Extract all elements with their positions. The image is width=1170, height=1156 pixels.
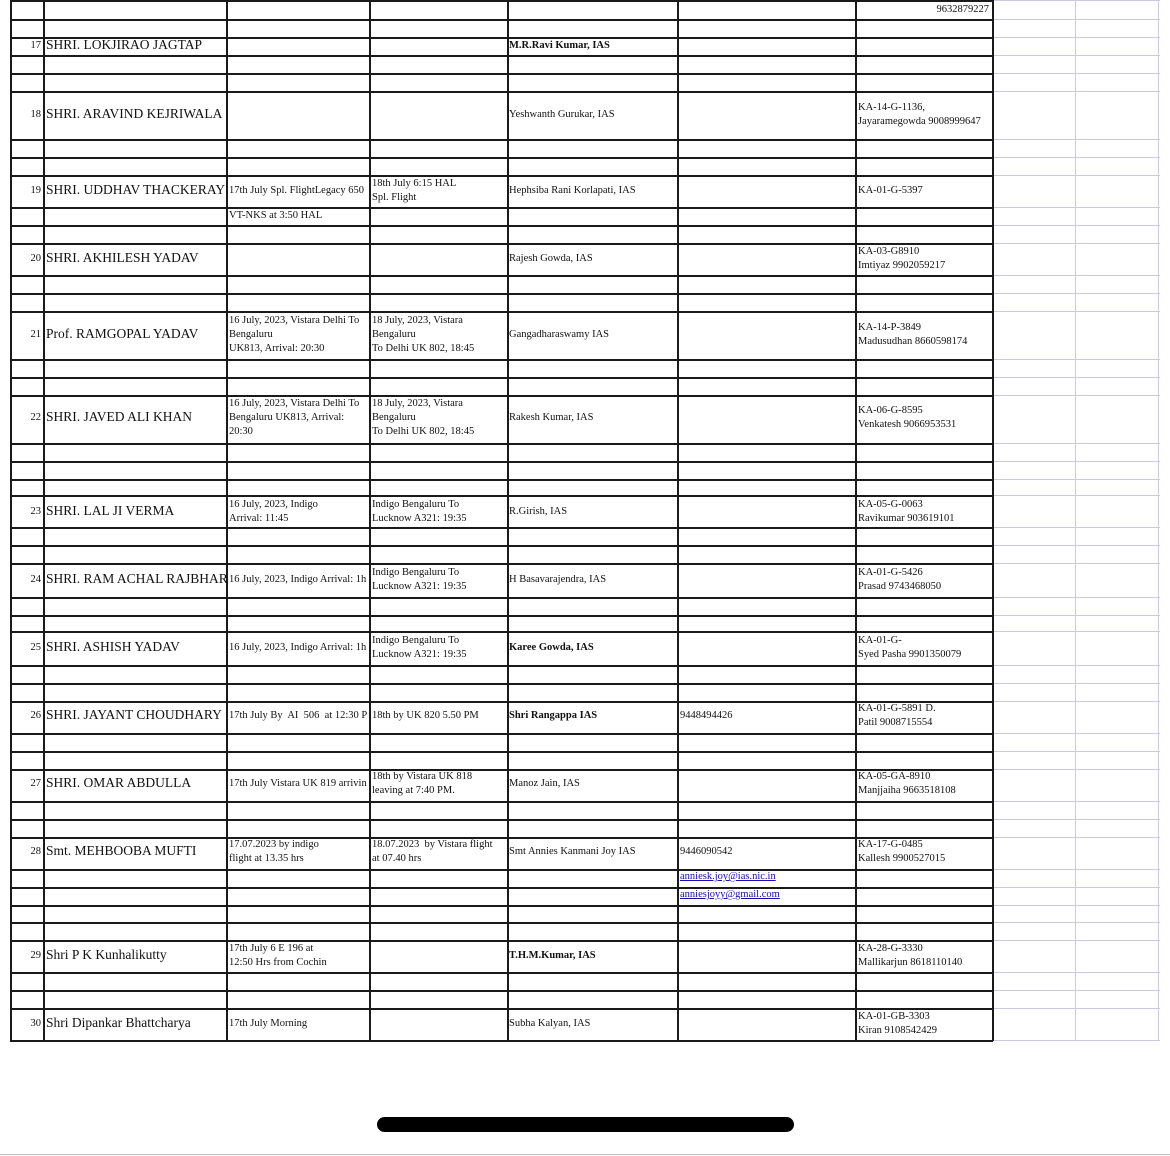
grid-row-line <box>10 545 993 547</box>
guest-name: SHRI. JAVED ALI KHAN <box>46 409 193 424</box>
liaison-officer: M.R.Ravi Kumar, IAS <box>509 40 610 51</box>
vehicle-driver: KA-01-GB-3303 Kiran 9108542429 <box>858 1011 938 1036</box>
grid-light-line <box>993 377 1160 378</box>
grid-light-line <box>993 665 1160 666</box>
grid-row-line <box>10 751 993 753</box>
grid-row-line <box>10 139 993 141</box>
row-number: 21 <box>30 329 41 340</box>
grid-row-line <box>10 311 993 313</box>
grid-light-line <box>993 905 1160 906</box>
contact-phone: 9446090542 <box>680 846 733 857</box>
grid-light-column <box>1158 0 1159 1041</box>
grid-row-line <box>10 922 993 924</box>
vehicle-driver: KA-03-G8910 Imtiyaz 9902059217 <box>858 246 946 271</box>
row-number: 29 <box>30 950 41 961</box>
vehicle-driver: KA-14-P-3849 Madusudhan 8660598174 <box>858 322 968 347</box>
grid-light-line <box>993 37 1160 38</box>
grid-row-line <box>10 683 993 685</box>
arrival-details: VT-NKS at 3:50 HAL <box>229 210 323 221</box>
arrival-details: 17th July Spl. FlightLegacy 650 <box>229 185 365 196</box>
liaison-officer: R.Girish, IAS <box>509 506 568 517</box>
liaison-officer: Hephsiba Rani Korlapati, IAS <box>509 185 636 196</box>
departure-details: Indigo Bengaluru To Lucknow A321: 19:35 <box>372 635 467 660</box>
grid-light-line <box>993 55 1160 56</box>
arrival-details: 17th July By AI 506 at 12:30 P <box>229 710 368 721</box>
row-number: 27 <box>30 778 41 789</box>
grid-light-column <box>1075 0 1076 1041</box>
grid-light-line <box>993 597 1160 598</box>
liaison-officer: Shri Rangappa IAS <box>509 710 598 721</box>
grid-column-line <box>855 0 857 1041</box>
vehicle-driver: KA-01-G-5397 <box>858 185 923 196</box>
liaison-officer: Manoz Jain, IAS <box>509 778 580 789</box>
grid-light-line <box>993 940 1160 941</box>
grid-row-line <box>10 615 993 617</box>
guest-name: SHRI. ARAVIND KEJRIWALA <box>46 106 223 121</box>
grid-row-line <box>10 972 993 974</box>
grid-column-line <box>369 0 371 1041</box>
grid-light-line <box>993 733 1160 734</box>
grid-row-line <box>10 1040 993 1042</box>
liaison-officer: T.H.M.Kumar, IAS <box>509 950 596 961</box>
arrival-details: 17th July Morning <box>229 1018 308 1029</box>
row-number: 24 <box>30 574 41 585</box>
row-number: 19 <box>30 185 41 196</box>
vehicle-driver: KA-01-G-5891 D. Patil 9008715554 <box>858 703 936 728</box>
grid-row-line <box>10 495 993 497</box>
grid-row-line <box>10 157 993 159</box>
departure-details: 18 July, 2023, Vistara Bengaluru To Delhi UK 802, 18:45 <box>372 398 475 437</box>
grid-light-line <box>993 479 1160 480</box>
grid-row-line <box>10 665 993 667</box>
grid-light-line <box>993 683 1160 684</box>
guest-name: SHRI. LAL JI VERMA <box>46 503 175 518</box>
vehicle-driver: KA-01-G- Syed Pasha 9901350079 <box>858 635 962 660</box>
grid-light-line <box>993 769 1160 770</box>
grid-row-line <box>10 801 993 803</box>
grid-row-line <box>10 733 993 735</box>
grid-light-line <box>993 837 1160 838</box>
grid-row-line <box>10 19 993 21</box>
grid-light-line <box>993 615 1160 616</box>
grid-row-line <box>10 359 993 361</box>
grid-light-line <box>993 0 1160 1</box>
grid-row-line <box>10 1008 993 1010</box>
vehicle-driver: KA-14-G-1136, Jayaramegowda 9008999647 <box>858 102 981 127</box>
row-number: 18 <box>30 109 41 120</box>
contact-phone: 9632879227 <box>936 4 989 15</box>
grid-light-line <box>993 461 1160 462</box>
vehicle-driver: KA-05-GA-8910 Manjjaiha 9663518108 <box>858 771 956 796</box>
grid-light-line <box>993 19 1160 20</box>
departure-details: Indigo Bengaluru To Lucknow A321: 19:35 <box>372 499 467 524</box>
grid-light-line <box>993 922 1160 923</box>
grid-column-line <box>226 0 228 1041</box>
grid-light-line <box>993 443 1160 444</box>
grid-light-line <box>993 293 1160 294</box>
vehicle-driver: KA-17-G-0485 Kallesh 9900527015 <box>858 839 946 864</box>
grid-column-line <box>10 0 12 1041</box>
liaison-officer: Yeshwanth Gurukar, IAS <box>509 109 615 120</box>
departure-details: 18th July 6:15 HAL Spl. Flight <box>372 178 457 203</box>
liaison-officer: Gangadharaswamy IAS <box>509 329 610 340</box>
grid-column-line <box>677 0 679 1041</box>
home-indicator[interactable] <box>377 1117 794 1132</box>
vehicle-driver: KA-05-G-0063 Ravikumar 903619101 <box>858 499 955 524</box>
grid-light-line <box>993 631 1160 632</box>
grid-light-line <box>993 701 1160 702</box>
liaison-officer: Karee Gowda, IAS <box>509 642 594 653</box>
grid-light-line <box>993 225 1160 226</box>
grid-light-line <box>993 359 1160 360</box>
grid-light-line <box>993 495 1160 496</box>
liaison-officer: H Basavarajendra, IAS <box>509 574 607 585</box>
grid-row-line <box>10 819 993 821</box>
grid-light-line <box>993 243 1160 244</box>
grid-light-line <box>993 275 1160 276</box>
arrival-details: 17th July 6 E 196 at 12:50 Hrs from Cochin <box>229 943 327 968</box>
email-link[interactable]: anniesk.joy@ias.nic.in <box>680 871 776 882</box>
grid-row-line <box>10 207 993 209</box>
row-number: 28 <box>30 846 41 857</box>
row-number: 17 <box>30 40 41 51</box>
grid-light-line <box>993 311 1160 312</box>
grid-row-line <box>10 73 993 75</box>
departure-details: 18th by Vistara UK 818 leaving at 7:40 PM. <box>372 771 473 796</box>
grid-row-line <box>10 0 993 2</box>
grid-row-line <box>10 91 993 93</box>
grid-light-line <box>993 207 1160 208</box>
arrival-details: 16 July, 2023, Vistara Delhi To Bengaluru UK813, Arrival: 20:30 <box>229 398 360 437</box>
grid-light-line <box>993 1040 1160 1041</box>
guest-name: SHRI. AKHILESH YADAV <box>46 250 199 265</box>
liaison-officer: Smt Annies Kanmani Joy IAS <box>509 846 636 857</box>
grid-light-line <box>993 819 1160 820</box>
grid-column-line <box>992 0 994 1041</box>
row-number: 20 <box>30 253 41 264</box>
grid-row-line <box>10 990 993 992</box>
guest-name: Shri Dipankar Bhattcharya <box>46 1015 191 1030</box>
grid-light-line <box>993 139 1160 140</box>
grid-light-line <box>993 990 1160 991</box>
vehicle-driver: KA-28-G-3330 Mallikarjun 8618110140 <box>858 943 963 968</box>
grid-row-line <box>10 940 993 942</box>
grid-light-line <box>993 563 1160 564</box>
row-number: 30 <box>30 1018 41 1029</box>
grid-row-line <box>10 275 993 277</box>
grid-row-line <box>10 55 993 57</box>
grid-light-line <box>993 887 1160 888</box>
departure-details: 18th by UK 820 5.50 PM <box>372 710 479 721</box>
grid-light-line <box>993 972 1160 973</box>
guest-name: Shri P K Kunhalikutty <box>46 947 167 962</box>
arrival-details: 17.07.2023 by indigo flight at 13.35 hrs <box>229 839 319 864</box>
arrival-details: 16 July, 2023, Indigo Arrival: 1h <box>229 574 367 585</box>
departure-details: 18.07.2023 by Vistara flight at 07.40 hrs <box>372 839 493 864</box>
guest-name: SHRI. OMAR ABDULLA <box>46 775 192 790</box>
vehicle-driver: KA-06-G-8595 Venkatesh 9066953531 <box>858 405 957 430</box>
grid-light-line <box>993 751 1160 752</box>
grid-row-line <box>10 225 993 227</box>
guest-name: SHRI. UDDHAV THACKERAY <box>46 182 226 197</box>
email-link[interactable]: anniesjoyy@gmail.com <box>680 889 780 900</box>
vehicle-driver: KA-01-G-5426 Prasad 9743468050 <box>858 567 942 592</box>
departure-details: Indigo Bengaluru To Lucknow A321: 19:35 <box>372 567 467 592</box>
grid-light-line <box>993 869 1160 870</box>
liaison-officer: Rakesh Kumar, IAS <box>509 412 594 423</box>
guest-name: Prof. RAMGOPAL YADAV <box>46 326 199 341</box>
liaison-officer: Rajesh Gowda, IAS <box>509 253 593 264</box>
grid-light-line <box>993 545 1160 546</box>
grid-row-line <box>10 461 993 463</box>
arrival-details: 16 July, 2023, Indigo Arrival: 1h <box>229 642 367 653</box>
bottom-edge <box>0 1154 1170 1155</box>
grid-column-line <box>507 0 509 1041</box>
grid-row-line <box>10 443 993 445</box>
grid-row-line <box>10 377 993 379</box>
grid-row-line <box>10 293 993 295</box>
grid-row-line <box>10 701 993 703</box>
grid-row-line <box>10 479 993 481</box>
grid-row-line <box>10 887 993 889</box>
grid-row-line <box>10 869 993 871</box>
grid-column-line <box>43 0 45 1041</box>
row-number: 23 <box>30 506 41 517</box>
guest-name: SHRI. LOKJIRAO JAGTAP <box>46 37 203 52</box>
grid-row-line <box>10 527 993 529</box>
row-number: 25 <box>30 642 41 653</box>
grid-row-line <box>10 563 993 565</box>
grid-row-line <box>10 243 993 245</box>
guest-name: SHRI. RAM ACHAL RAJBHAR <box>46 571 228 586</box>
row-number: 26 <box>30 710 41 721</box>
grid-light-line <box>993 91 1160 92</box>
arrival-details: 17th July Vistara UK 819 arrivin <box>229 778 367 789</box>
departure-details: 18 July, 2023, Vistara Bengaluru To Delhi UK 802, 18:45 <box>372 315 475 354</box>
grid-light-line <box>993 395 1160 396</box>
grid-light-line <box>993 175 1160 176</box>
grid-light-line <box>993 801 1160 802</box>
contact-phone: 9448494426 <box>680 710 733 721</box>
grid-light-line <box>993 527 1160 528</box>
guest-name: Smt. MEHBOOBA MUFTI <box>46 843 197 858</box>
row-number: 22 <box>30 412 41 423</box>
grid-row-line <box>10 905 993 907</box>
arrival-details: 16 July, 2023, Indigo Arrival: 11:45 <box>229 499 318 524</box>
arrival-details: 16 July, 2023, Vistara Delhi To Bengaluru UK813, Arrival: 20:30 <box>229 315 360 354</box>
grid-light-line <box>993 157 1160 158</box>
guest-name: SHRI. JAYANT CHOUDHARY <box>46 707 222 722</box>
grid-row-line <box>10 597 993 599</box>
liaison-officer: Subha Kalyan, IAS <box>509 1018 591 1029</box>
grid-light-line <box>993 73 1160 74</box>
grid-row-line <box>10 631 993 633</box>
guest-name: SHRI. ASHISH YADAV <box>46 639 180 654</box>
grid-light-line <box>993 1008 1160 1009</box>
